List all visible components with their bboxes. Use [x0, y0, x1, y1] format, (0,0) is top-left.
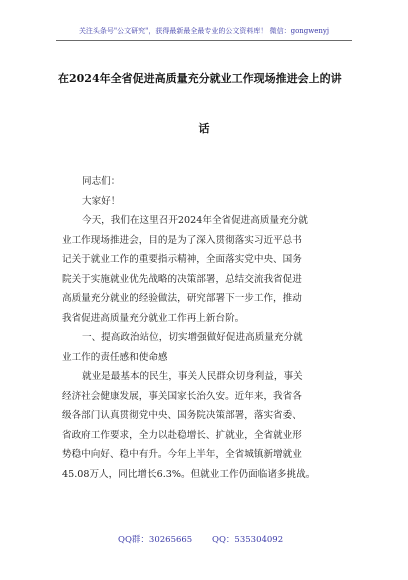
header-divider: [56, 40, 352, 41]
footer-qq-contact: QQ：535304092: [212, 535, 284, 545]
paragraph-line: 势稳中向好、稳中有升。今年上半年，全省城镇新增就业: [62, 449, 302, 460]
section-heading: 业工作的责任感和使命感: [62, 351, 168, 363]
paragraph-line: 经济社会健康发展，事关国家长治久安。近年来，我省各: [62, 390, 302, 402]
paragraph-line: 45.08万人，同比增长6.3%。但就业工作仍面临诸多挑战。: [62, 468, 316, 480]
header-promo-note: 关注头条号"公文研究"，获得最新最全最专业的公文资料库！ 微信：gongwenyj: [78, 27, 330, 35]
footer-qq-group: QQ群：30265665: [118, 535, 193, 545]
section-heading: 一、提高政治站位，切实增强做好促进高质量充分就: [82, 332, 303, 343]
document-title: 在2024年全省促进高质量充分就业工作现场推进会上的讲: [58, 72, 342, 85]
paragraph-line: 我省促进高质量充分就业工作再上新台阶。: [62, 312, 245, 324]
paragraph-line: 记关于就业工作的重要指示精神，全面落实党中央、国务: [62, 254, 302, 265]
paragraph-line: 院关于实施就业优先战略的决策部署，总结交流我省促进: [62, 273, 302, 285]
document-title-continued: 话: [198, 122, 210, 135]
paragraph-line: 业工作现场推进会，目的是为了深入贯彻落实习近平总书: [62, 234, 302, 246]
paragraph-line: 今天，我们在这里召开2024年全省促进高质量充分就: [82, 215, 308, 226]
paragraph-line: 就业是最基本的民生，事关人民群众切身利益，事关: [82, 371, 303, 382]
paragraph-line: 级各部门认真贯彻党中央、国务院决策部署，落实省委、: [62, 410, 302, 421]
paragraph-line: 高质量充分就业的经验做法，研究部署下一步工作，推动: [62, 293, 302, 304]
paragraph-line: 省政府工作要求，全力以赴稳增长、扩就业，全省就业形: [62, 429, 302, 441]
salutation: 同志们：: [82, 176, 121, 187]
greeting: 大家好！: [82, 195, 121, 207]
document-body: [62, 172, 354, 484]
